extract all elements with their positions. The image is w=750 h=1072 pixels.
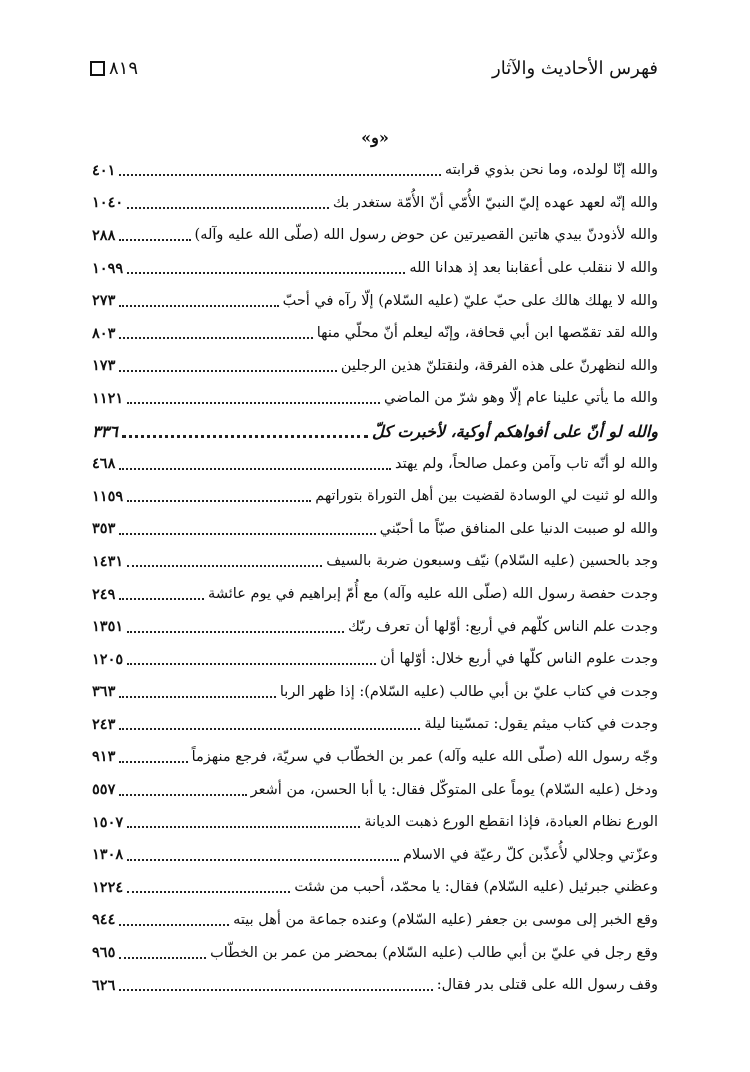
entry-page-number: ١١٥٩: [92, 487, 124, 505]
index-entry: [92, 871, 658, 904]
entry-text: وقع الخبر إلى موسى بن جعفر (عليه السّلام) وعنده جماعة من أهل بيته: [233, 911, 658, 928]
index-entry: [92, 252, 658, 285]
index-entry: [92, 578, 658, 611]
entry-page-number: ٢٧٣: [92, 292, 116, 310]
entry-page-number: ٦٢٦: [92, 976, 116, 994]
entry-text: الورع نظام العبادة، فإذا انقطع الورع ذهبت الديانة: [364, 814, 658, 831]
index-entry: [92, 969, 658, 1002]
dot-leader: [119, 682, 276, 698]
entry-text: والله لو أنّ على أفواهكم أوكية، لأخبرت كلّ: [372, 421, 658, 441]
entry-text: وعظني جبرئيل (عليه السّلام) فقال: يا محمّد، أحبب من شئت: [294, 879, 658, 896]
index-entry: [92, 708, 658, 741]
entry-page-number: ٢٤٣: [92, 715, 116, 733]
entry-text: وجدت في كتاب ميثم يقول: تمسّينا ليلة: [424, 716, 658, 733]
entry-text: والله لا يهلك هالك على حبّ عليّ (عليه السّلام) إلّا رآه في أحبّ: [282, 292, 658, 309]
entry-page-number: ١٠٩٩: [92, 259, 124, 277]
index-entry: [92, 219, 658, 252]
entry-page-number: ٢٤٩: [92, 585, 116, 603]
dot-leader: [127, 388, 380, 404]
entry-page-number: ٤٠١: [92, 161, 116, 179]
entry-text: ودخل (عليه السّلام) يوماً على المتوكّل فقال: يا أبا الحسن، من أشعر: [250, 781, 658, 798]
entry-page-number: ١٧٣: [92, 357, 116, 375]
dot-leader: [119, 943, 206, 959]
dot-leader: [127, 193, 329, 209]
index-entry: [92, 610, 658, 643]
entry-text: والله لا ننقلب على أعقابنا بعد إذ هدانا الله: [409, 260, 658, 277]
dot-leader: [127, 617, 344, 633]
dot-leader: [119, 910, 229, 926]
entry-page-number: ٢٨٨: [92, 226, 116, 244]
index-entry: [92, 480, 658, 513]
entry-text: والله إنّه لعهد عهده إليّ النبيّ الأُمّي أنّ الأُمّة ستغدر بك: [332, 194, 658, 211]
index-entry: [92, 187, 658, 220]
entry-text: وقع رجل في عليّ بن أبي طالب (عليه السّلام) بمحضر من عمر بن الخطّاب: [210, 944, 658, 961]
dot-leader: [127, 877, 290, 893]
dot-leader: [127, 649, 376, 665]
dot-leader: [119, 291, 278, 307]
entry-text: وعزّتي وجلالي لأُعذّبن كلّ رعيّة في الاسلام: [403, 846, 658, 863]
index-entry: [92, 643, 658, 676]
dot-leader: [127, 812, 360, 828]
index-entry: [92, 317, 658, 350]
entry-page-number: ١٢٠٥: [92, 650, 124, 668]
entry-page-number: ٩٤٤: [92, 911, 116, 929]
index-entry: [92, 513, 658, 546]
index-entry: [92, 545, 658, 578]
entry-text: والله لو صببت الدنيا على المنافق صبّاً ما أحبّني: [379, 520, 658, 537]
entry-page-number: ٣٥٣: [92, 520, 116, 538]
index-entry: [92, 676, 658, 709]
section-letter-heading: «و»: [361, 128, 389, 147]
dot-leader: [127, 486, 311, 502]
entry-text: وقف رسول الله على قتلى بدر فقال:: [436, 977, 658, 994]
entry-page-number: ٩٦٥: [92, 944, 116, 962]
entry-page-number: ٤٦٨: [92, 455, 116, 473]
index-entry: [92, 415, 658, 448]
entry-page-number: ٨٠٣: [92, 324, 116, 342]
entry-text: وجدت علم الناس كلّهم في أربع: أوّلها أن تعرف ربّك: [347, 618, 658, 635]
entry-text: والله إنّا لولده، وما نحن بذوي قرابته: [444, 162, 658, 179]
dot-leader: [119, 584, 204, 600]
dot-leader: [119, 323, 312, 339]
index-entry: [92, 154, 658, 187]
entry-text: والله لقد تقمّصها ابن أبي قحافة، وإنّه ليعلم أنّ محلّي منها: [316, 325, 658, 342]
entry-text: والله لو أنّه تاب وآمن وعمل صالحاً، ولم يهتد: [395, 455, 658, 472]
dot-leader: [119, 714, 420, 730]
dot-leader: [127, 845, 399, 861]
entry-text: وجّه رسول الله (صلّى الله عليه وآله) عمر بن الخطّاب في سريّة، فرجع منهزماً: [191, 748, 658, 765]
entry-page-number: ٩١٣: [92, 748, 116, 766]
dot-leader: [119, 160, 440, 176]
running-header: [90, 52, 658, 84]
entry-text: والله ما يأتي علينا عام إلّا وهو شرّ من الماضي: [384, 390, 658, 407]
dot-leader: [119, 747, 187, 763]
dot-leader: [119, 356, 336, 372]
entry-page-number: ٣٦٣: [92, 683, 116, 701]
page-number: ٨١٩: [109, 57, 139, 79]
square-ornament-icon: [90, 61, 105, 76]
dot-leader: [119, 780, 246, 796]
entry-text: والله لأذودنّ بيدي هاتين القصيرتين عن حوض رسول الله (صلّى الله عليه وآله): [194, 227, 658, 244]
entry-page-number: ١٣٥١: [92, 618, 124, 636]
index-entry: [92, 936, 658, 969]
entry-page-number: ١١٢١: [92, 389, 124, 407]
index-entry: [92, 838, 658, 871]
dot-leader: [119, 225, 190, 241]
entry-text: والله لنظهرنّ على هذه الفرقة، ولنقتلنّ هذين الرجلين: [340, 357, 658, 374]
index-entry: [92, 447, 658, 480]
index-entry: [92, 741, 658, 774]
entry-page-number: ١٤٣١: [92, 552, 124, 570]
entry-page-number: ١٢٢٤: [92, 878, 124, 896]
dot-leader: [127, 551, 322, 567]
index-entry-list: [92, 154, 658, 1001]
entry-text: وجدت حفصة رسول الله (صلّى الله عليه وآله) مع أُمّ إبراهيم في يوم عائشة: [208, 586, 658, 603]
dot-leader: [122, 421, 368, 438]
index-entry: [92, 773, 658, 806]
entry-page-number: ١٠٤٠: [92, 194, 124, 212]
dot-leader: [127, 258, 405, 274]
header-title: فهرس الأحاديث والآثار: [492, 57, 658, 79]
index-entry: [92, 284, 658, 317]
index-entry: [92, 806, 658, 839]
entry-text: وجدت علوم الناس كلّها في أربع خلال: أوّلها أن: [380, 651, 658, 668]
dot-leader: [119, 519, 375, 535]
header-page-number: [90, 58, 138, 79]
entry-text: والله لو ثنيت لي الوسادة لقضيت بين أهل التوراة بتوراتهم: [315, 488, 658, 505]
entry-page-number: ٥٥٧: [92, 781, 116, 799]
index-entry: [92, 382, 658, 415]
entry-text: وجدت في كتاب عليّ بن أبي طالب (عليه السّلام): إذا ظهر الربا: [279, 683, 658, 700]
dot-leader: [119, 975, 432, 991]
entry-text: وجد بالحسين (عليه السّلام) نيّف وسبعون ضربة بالسيف: [326, 553, 658, 570]
index-entry: [92, 904, 658, 937]
entry-page-number: ١٣٠٨: [92, 846, 124, 864]
index-entry: [92, 350, 658, 383]
entry-page-number: ١٥٠٧: [92, 813, 124, 831]
entry-page-number: ٣٣٦: [92, 421, 118, 441]
dot-leader: [119, 454, 391, 470]
